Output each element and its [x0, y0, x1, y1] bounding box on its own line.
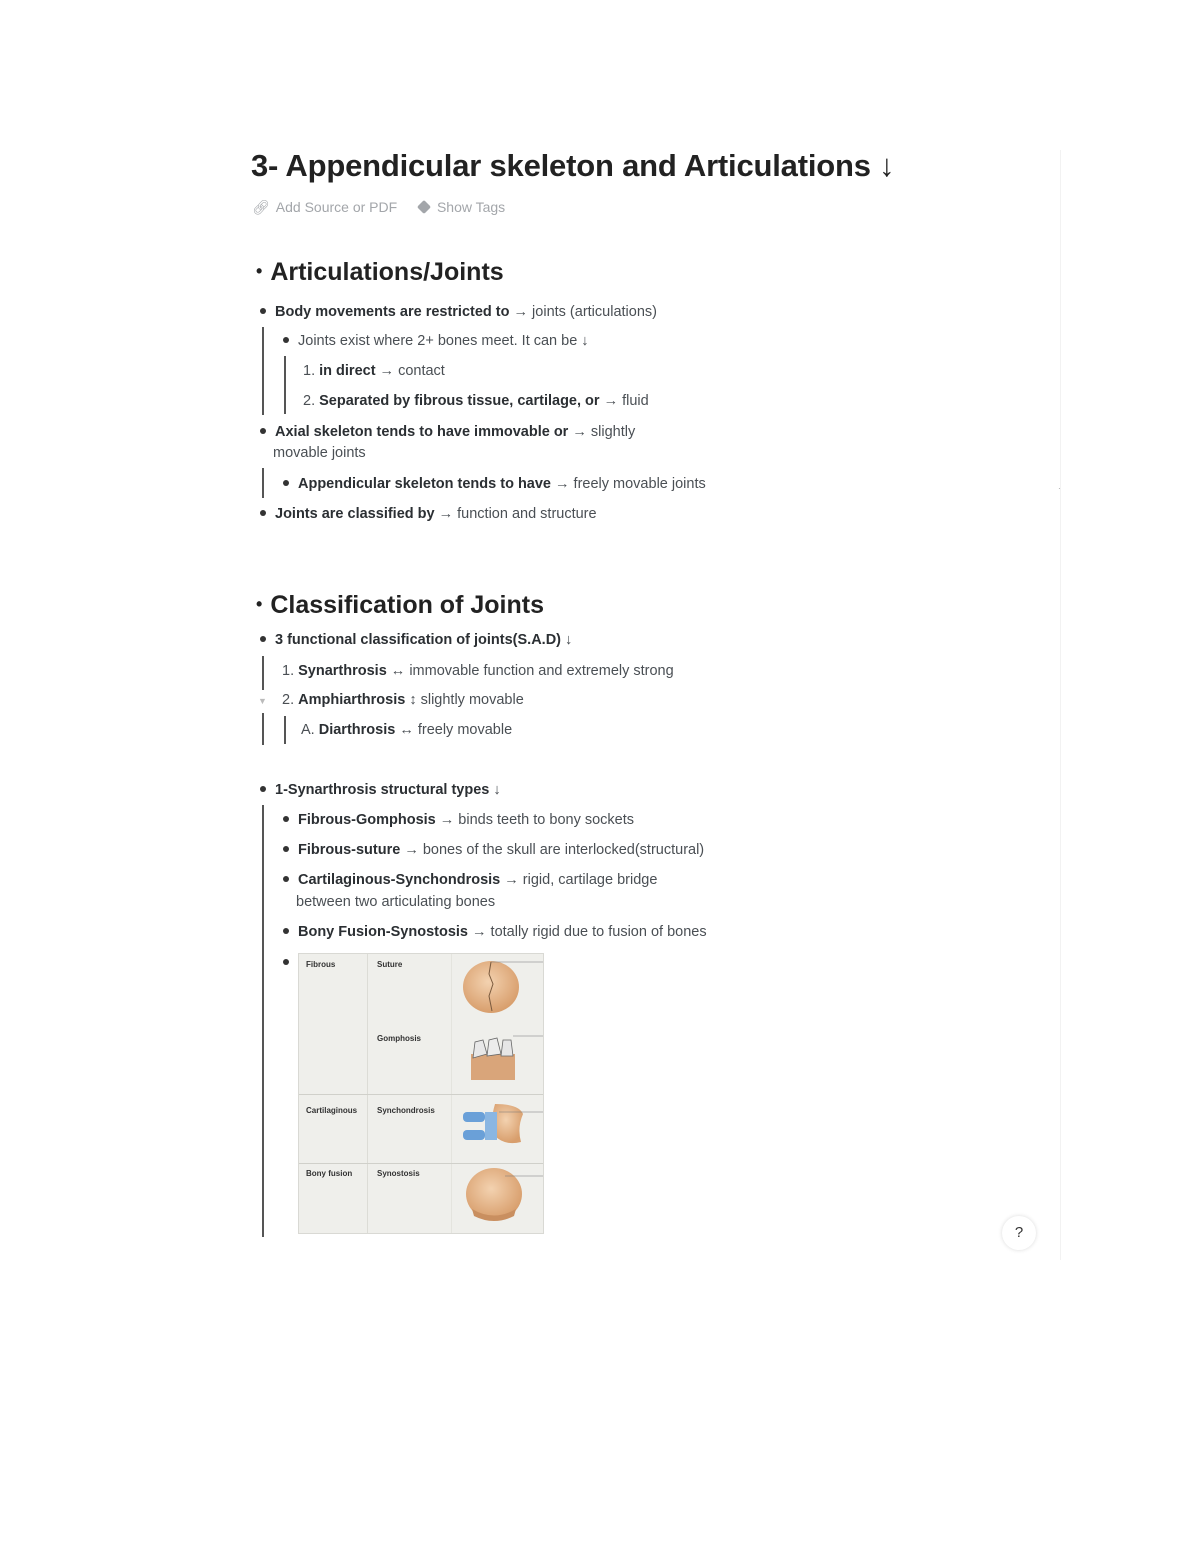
link-icon: 🔗︎	[252, 199, 270, 215]
indent-guide	[262, 656, 264, 690]
list-item: Appendicular skeleton tends to have → freely movable joints	[283, 474, 706, 495]
bullet-icon	[260, 308, 266, 314]
bullet-icon	[260, 636, 266, 642]
list-item	[283, 953, 298, 974]
section-heading-articulations: • Articulations/Joints	[256, 258, 504, 286]
indent-guide	[262, 805, 264, 1237]
list-item: Axial skeleton tends to have immovable or → slightly	[260, 422, 635, 443]
bullet-icon	[260, 510, 266, 516]
help-icon: ?	[1014, 1224, 1024, 1241]
page-edge-divider	[1060, 150, 1061, 1260]
figure-name-label: Synchondrosis	[377, 1106, 435, 1115]
numbered-item: 1. Synarthrosis ↔ immovable function and extremely strong	[282, 663, 674, 679]
help-button[interactable]	[1002, 1216, 1036, 1250]
list-item-continuation: between two articulating bones	[296, 894, 496, 910]
numbered-item: 2. Separated by fibrous tissue, cartilage, or → fluid	[303, 393, 649, 409]
rib-synchondrosis-illustration	[463, 1104, 543, 1143]
figure-type-label: Fibrous	[306, 960, 336, 969]
figure-name-label: Suture	[377, 960, 403, 969]
list-item: Bony Fusion-Synostosis → totally rigid due to fusion of bones	[283, 922, 707, 943]
tag-icon	[417, 200, 431, 214]
list-item: Joints exist where 2+ bones meet. It can be ↓	[283, 331, 589, 352]
joint-types-figure	[298, 953, 544, 1234]
numbered-item: 1. in direct → contact	[303, 363, 445, 379]
bullet-icon	[283, 959, 289, 965]
figure-name-label: Synostosis	[377, 1169, 420, 1178]
show-tags-button[interactable]: Show Tags	[415, 199, 505, 215]
page-meta-bar	[252, 199, 505, 216]
list-item: Fibrous-Gomphosis → binds teeth to bony sockets	[283, 810, 634, 831]
skull-synostosis-illustration	[466, 1168, 543, 1221]
list-item: 3 functional classification of joints(S.A.D) ↓	[260, 630, 572, 651]
section-heading-classification: • Classification of Joints	[256, 591, 544, 619]
skull-suture-illustration	[463, 961, 543, 1013]
list-item: Fibrous-suture → bones of the skull are interlocked(structural)	[283, 840, 704, 861]
indent-guide	[262, 468, 264, 498]
numbered-item: A. Diarthrosis ↔ freely movable	[301, 722, 513, 738]
joint-illustrations	[299, 954, 543, 1233]
list-item: Body movements are restricted to → joints (articulations)	[260, 302, 657, 323]
collapse-toggle-icon[interactable]: ▼	[258, 696, 267, 706]
bullet-icon	[260, 428, 266, 434]
figure-type-label: Bony fusion	[306, 1169, 353, 1178]
figure-type-label: Cartilaginous	[306, 1106, 358, 1115]
bullet-icon	[283, 928, 289, 934]
edge-marker: ·	[1058, 484, 1061, 493]
bullet-icon	[283, 337, 289, 343]
list-item: Joints are classified by → function and structure	[260, 504, 597, 525]
indent-guide	[262, 713, 264, 745]
bullet-icon	[283, 876, 289, 882]
list-item-continuation: movable joints	[273, 445, 366, 461]
bullet-icon	[283, 846, 289, 852]
bullet-icon	[283, 480, 289, 486]
page-title: 3- Appendicular skeleton and Articulations ↓	[251, 148, 895, 183]
bullet-icon	[260, 786, 266, 792]
indent-guide	[262, 327, 264, 415]
add-source-button[interactable]: 🔗︎ Add Source or PDF	[252, 199, 398, 215]
numbered-item: 2. Amphiarthrosis ↕ slightly movable	[282, 692, 524, 708]
list-item: Cartilaginous-Synchondrosis → rigid, cartilage bridge	[283, 870, 657, 891]
bullet-icon	[283, 816, 289, 822]
figure-name-label: Gomphosis	[377, 1034, 422, 1043]
list-item: 1-Synarthrosis structural types ↓	[260, 780, 501, 801]
teeth-gomphosis-illustration	[471, 1036, 543, 1080]
indent-guide	[284, 356, 286, 414]
indent-guide	[284, 716, 286, 744]
